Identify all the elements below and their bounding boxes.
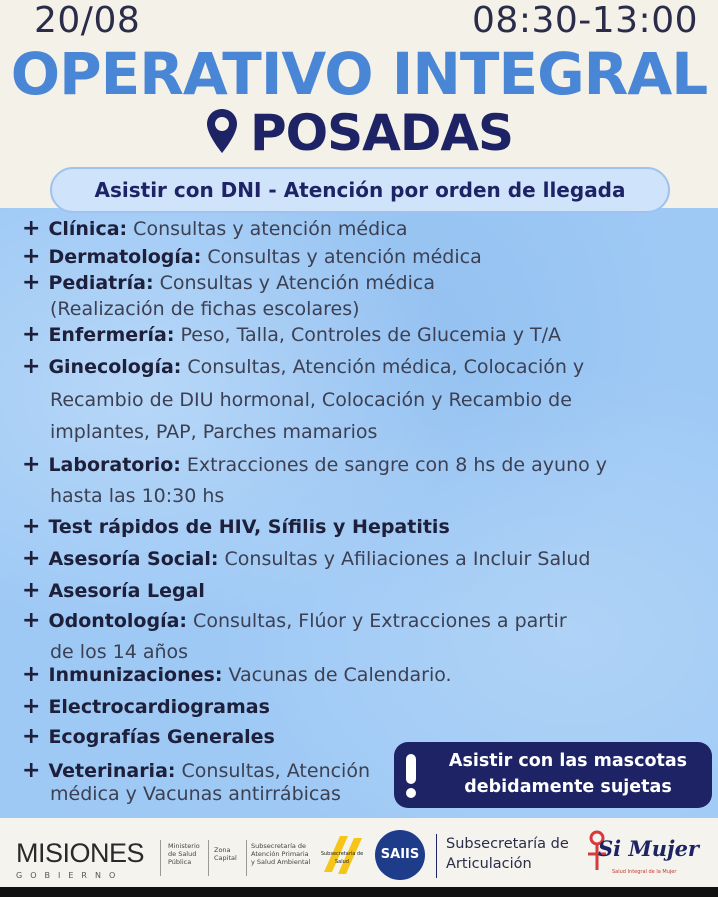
service-desc: Consultas y atención médica — [201, 246, 482, 268]
pet-notice — [394, 742, 712, 808]
plus-icon: + — [22, 216, 41, 241]
service-desc: Consultas y Atención médica — [153, 272, 435, 294]
service-item — [22, 214, 408, 244]
service-name: Odontología: — [48, 610, 188, 632]
divider — [208, 840, 209, 876]
plus-icon: + — [22, 662, 41, 687]
service-item — [22, 352, 584, 382]
service-desc-continued: Recambio de DIU hormonal, Colocación y Recambio de — [50, 389, 572, 411]
misiones-wordmark: MISIONES — [16, 838, 145, 868]
notice-line-1: Asistir con las mascotas — [448, 751, 688, 771]
service-desc: Consultas, Atención — [175, 760, 370, 782]
service-name: Asesoría Social: — [48, 548, 219, 570]
service-desc-continued: médica y Vacunas antirrábicas — [50, 783, 341, 805]
service-name: Laboratorio: — [48, 454, 181, 476]
service-item — [22, 450, 607, 480]
service-desc: Consultas, Atención médica, Colocación y — [181, 356, 585, 378]
plus-icon: + — [22, 694, 41, 719]
plus-icon: + — [22, 514, 41, 539]
plus-icon: + — [22, 546, 41, 571]
ministerio-label: Ministerio de Salud Pública — [168, 842, 200, 866]
simujer-wordmark: Si Mujer — [598, 836, 699, 861]
plus-icon: + — [22, 452, 41, 477]
service-name: Inmunizaciones: — [48, 664, 223, 686]
event-date: 20/08 — [34, 0, 141, 41]
gobierno-wordmark: GOBIERNO — [16, 871, 124, 880]
city-name: POSADAS — [250, 104, 514, 162]
plus-icon: + — [22, 608, 41, 633]
service-name: Electrocardiogramas — [48, 696, 270, 718]
notice-text — [428, 748, 708, 800]
exclamation-icon — [402, 750, 420, 800]
service-item — [22, 320, 561, 350]
service-desc-continued: hasta las 10:30 hs — [50, 485, 225, 507]
service-name: Veterinaria: — [48, 760, 176, 782]
divider — [160, 840, 161, 876]
service-desc: Extracciones de sangre con 8 hs de ayuno y — [180, 454, 608, 476]
saiis-logo: SAIIS — [375, 830, 425, 880]
service-name: Ginecología: — [48, 356, 182, 378]
subsec-salud-logo: Subsecretaría de Salud — [318, 832, 364, 878]
subsec-aps-label: Subsecretaría de Atención Primaria y Salud Ambiental — [251, 842, 311, 866]
notice-line-2: debidamente sujetas — [464, 777, 672, 797]
service-desc-continued: implantes, PAP, Parches mamarios — [50, 421, 378, 443]
service-desc-continued: (Realización de fichas escolares) — [50, 298, 360, 320]
city-row — [0, 104, 718, 162]
zona-label: Zona Capital — [214, 846, 237, 862]
bottom-edge — [0, 887, 718, 897]
service-item — [22, 544, 590, 574]
page-title: OPERATIVO INTEGRAL — [10, 40, 708, 108]
service-item — [22, 660, 452, 690]
service-desc: Consultas y atención médica — [127, 218, 408, 240]
plus-icon: + — [22, 270, 41, 295]
event-time: 08:30-13:00 — [472, 0, 698, 41]
service-desc: Peso, Talla, Controles de Glucemia y T/A — [174, 324, 561, 346]
plus-icon: + — [22, 354, 41, 379]
service-item — [22, 512, 450, 542]
service-item — [22, 692, 270, 722]
divider — [436, 834, 437, 878]
service-name: Pediatría: — [48, 272, 154, 294]
service-name: Clínica: — [48, 218, 128, 240]
misiones-logo — [16, 838, 144, 880]
service-name: Ecografías Generales — [48, 726, 275, 748]
dni-banner: Asistir con DNI - Atención por orden de llegada — [50, 167, 670, 213]
plus-icon: + — [22, 578, 41, 603]
service-item — [22, 606, 567, 636]
service-name: Dermatología: — [48, 246, 202, 268]
service-desc: Vacunas de Calendario. — [222, 664, 452, 686]
service-name: Test rápidos de HIV, Sífilis y Hepatitis — [48, 516, 450, 538]
plus-icon: + — [22, 322, 41, 347]
divider — [246, 840, 247, 876]
location-pin-icon — [205, 107, 239, 159]
plus-icon: + — [22, 758, 41, 783]
service-item — [22, 722, 275, 752]
footer-logos — [0, 818, 718, 897]
service-item — [22, 576, 205, 606]
service-desc: Consultas y Afiliaciones a Incluir Salud — [218, 548, 591, 570]
service-name: Asesoría Legal — [48, 580, 205, 602]
plus-icon: + — [22, 244, 41, 269]
service-name: Enfermería: — [48, 324, 175, 346]
service-desc-continued: de los 14 años — [50, 641, 189, 663]
simujer-subtitle: Salud Integral de la Mujer — [612, 869, 677, 875]
service-desc: Consultas, Flúor y Extracciones a partir — [187, 610, 567, 632]
subsec-articulacion: Subsecretaría de Articulación — [446, 836, 569, 872]
plus-icon: + — [22, 724, 41, 749]
